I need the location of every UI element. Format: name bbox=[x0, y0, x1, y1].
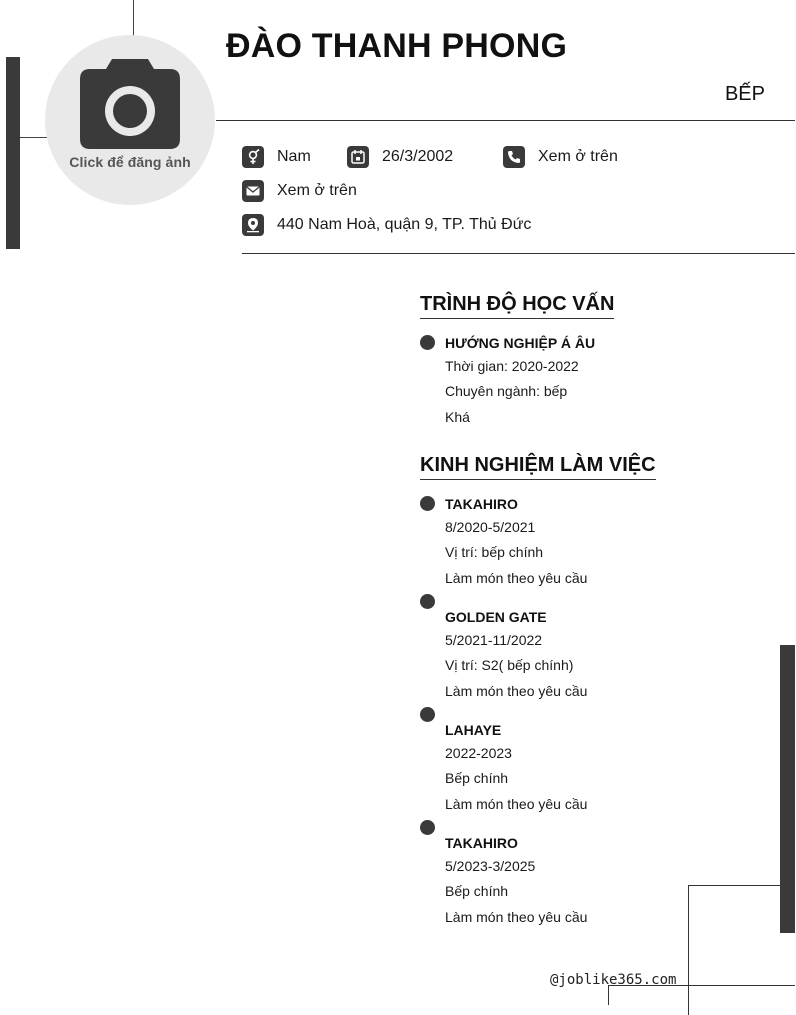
contact-divider bbox=[242, 253, 795, 254]
decorative-bar-right bbox=[780, 645, 795, 933]
school-name: HƯỚNG NGHIỆP Á ÂU bbox=[445, 335, 596, 351]
work-period: 8/2020-5/2021 bbox=[445, 519, 536, 535]
job-title: BẾP bbox=[724, 83, 765, 105]
phone-value: Xem ở trên bbox=[538, 148, 618, 165]
address-value: 440 Nam Hoà, quận 9, TP. Thủ Đức bbox=[277, 216, 532, 233]
location-icon bbox=[242, 214, 264, 236]
bullet-icon bbox=[420, 496, 435, 511]
email-icon bbox=[242, 180, 264, 202]
work-period: 2022-2023 bbox=[445, 745, 512, 761]
decorative-frame bbox=[688, 885, 780, 1015]
education-period: Thời gian: 2020-2022 bbox=[445, 358, 579, 374]
header-divider bbox=[216, 120, 795, 121]
gender-value: Nam bbox=[277, 148, 311, 165]
email-value: Xem ở trên bbox=[277, 182, 357, 199]
decorative-line bbox=[133, 0, 134, 36]
contact-birthday bbox=[347, 146, 453, 168]
company-name: GOLDEN GATE bbox=[445, 609, 547, 625]
camera-icon bbox=[78, 59, 182, 151]
candidate-name: ĐÀO THANH PHONG bbox=[226, 27, 568, 65]
company-name: TAKAHIRO bbox=[445, 496, 518, 512]
birthday-value: 26/3/2002 bbox=[382, 148, 454, 165]
bullet-icon bbox=[420, 335, 435, 350]
decorative-line bbox=[20, 137, 50, 138]
work-position: Bếp chính bbox=[445, 770, 509, 786]
avatar-caption: Click để đăng ảnh bbox=[69, 154, 191, 170]
phone-icon bbox=[503, 146, 525, 168]
education-major: Chuyên ngành: bếp bbox=[445, 383, 568, 399]
work-period: 5/2023-3/2025 bbox=[445, 858, 536, 874]
decorative-line bbox=[608, 985, 609, 1005]
work-period: 5/2021-11/2022 bbox=[445, 632, 543, 648]
company-name: TAKAHIRO bbox=[445, 835, 518, 851]
contact-email bbox=[242, 180, 357, 202]
experience-heading: KINH NGHIỆM LÀM VIỆC bbox=[420, 454, 656, 480]
contact-gender bbox=[242, 146, 311, 168]
work-description: Làm món theo yêu cầu bbox=[445, 570, 588, 586]
contact-phone bbox=[503, 146, 618, 168]
work-description: Làm món theo yêu cầu bbox=[445, 909, 588, 925]
calendar-icon bbox=[347, 146, 369, 168]
bullet-icon bbox=[420, 820, 435, 835]
work-position: Bếp chính bbox=[445, 883, 509, 899]
company-name: LAHAYE bbox=[445, 722, 502, 738]
watermark: @joblike365.com bbox=[550, 972, 677, 988]
bullet-icon bbox=[420, 594, 435, 609]
education-grade: Khá bbox=[445, 409, 470, 425]
gender-icon bbox=[242, 146, 264, 168]
work-position: Vị trí: S2( bếp chính) bbox=[445, 657, 574, 673]
contact-address bbox=[242, 214, 531, 236]
education-heading: TRÌNH ĐỘ HỌC VẤN bbox=[420, 293, 614, 319]
bullet-icon bbox=[420, 707, 435, 722]
work-position: Vị trí: bếp chính bbox=[445, 544, 544, 560]
avatar-upload[interactable] bbox=[45, 35, 215, 205]
work-description: Làm món theo yêu cầu bbox=[445, 796, 588, 812]
decorative-bar-left bbox=[6, 57, 20, 249]
work-description: Làm món theo yêu cầu bbox=[445, 683, 588, 699]
